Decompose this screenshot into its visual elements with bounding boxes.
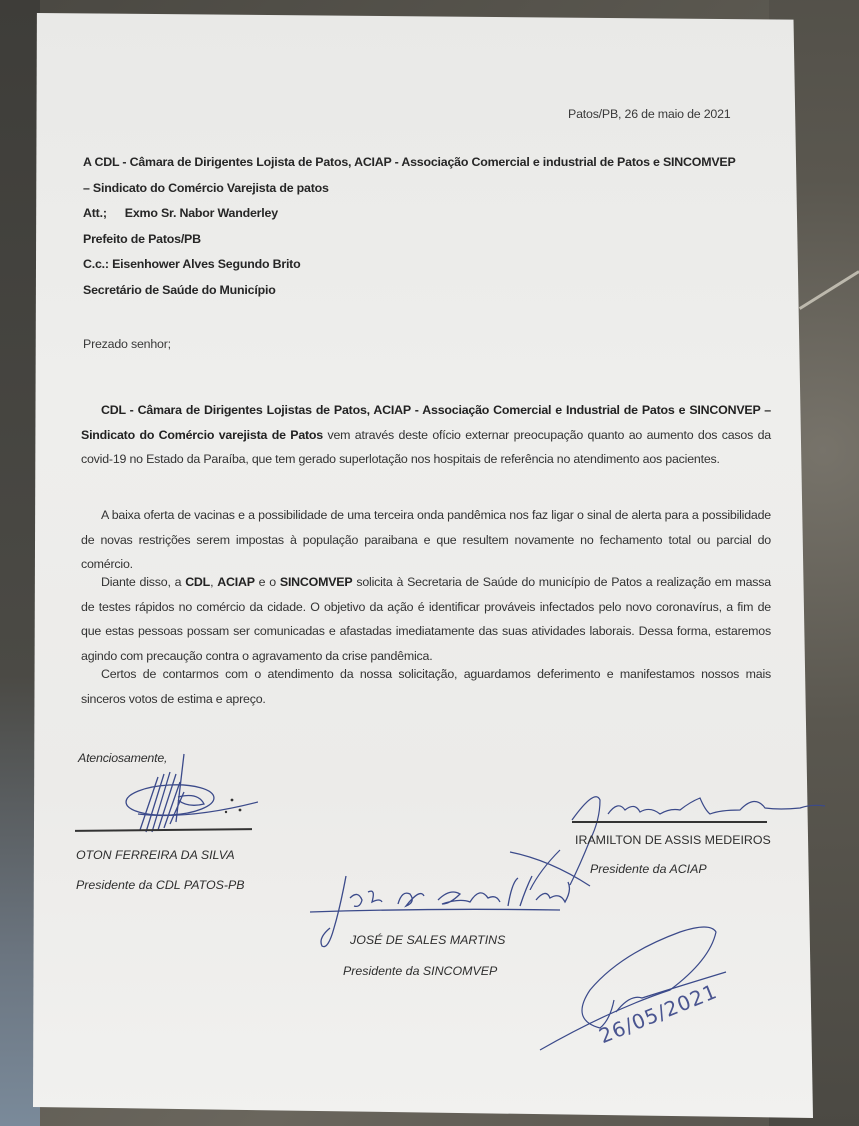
- paragraph-3-sincomvep: SINCOMVEP: [279, 575, 353, 589]
- cc-line: C.c.: Eisenhower Alves Segundo Brito: [83, 257, 301, 271]
- addressee-line-1: A CDL - Câmara de Dirigentes Lojista de Patos, ACIAP - Associação Comercial e industrial de Patos e SINCOMVEP: [83, 155, 736, 169]
- addressee-block: [83, 150, 736, 303]
- addressee-line-2: – Sindicato do Comércio Varejista de patos: [83, 180, 329, 195]
- signatory-3-name: JOSÉ DE SALES MARTINS: [350, 933, 506, 947]
- signatory-1-name: OTON FERREIRA DA SILVA: [76, 848, 235, 862]
- paragraph-3-text: solicita à Secretaria de Saúde do município de Patos a realização em massa de testes rápidos no comércio da cidade. O objetivo da ação é identificar prováveis infectados pelo novo coronavírus, a fim de que estas pessoas possam ser comunicadas e afastadas imediatamente das suas atividades laborais. Dessa forma, estaremos agindo com precaução contra o agravamento da crise pandêmica.: [81, 575, 771, 663]
- attention-label: Att.;: [83, 206, 107, 220]
- paragraph-3-lead: Diante disso, a: [101, 575, 186, 589]
- paragraph-4: Certos de contarmos com o atendimento da nossa solicitação, aguardamos deferimento e manifestamos nossos mais sinceros votos de estima e apreço.: [81, 667, 771, 706]
- signature-line-iramilton: [572, 821, 767, 823]
- paragraph-1: [81, 398, 771, 472]
- attention-title: Prefeito de Patos/PB: [83, 231, 201, 246]
- paragraph-3-sep: e o: [254, 575, 280, 589]
- paragraph-2: A baixa oferta de vacinas e a possibilidade de uma terceira onda pandêmica nos faz ligar o sinal de alerta para a possibilidade de novas restrições serem impostas à população paraibana e que resultem novamente no fechamento total ou parcial do comércio.: [81, 508, 771, 571]
- attention-line: [83, 201, 736, 227]
- attention-name: Exmo Sr. Nabor Wanderley: [124, 206, 278, 220]
- paragraph-1-entities: CDL - Câmara de Dirigentes Lojistas de Patos, ACIAP - Associação Comercial e Industrial de Patos e SINCONVEP – Sindicato do Comércio varejista de Patos: [81, 403, 771, 442]
- cc-title: Secretário de Saúde do Município: [83, 282, 276, 297]
- paragraph-3-aciap: ACIAP: [217, 575, 255, 589]
- handwritten-date: 26/05/2021: [595, 978, 721, 1049]
- signatory-1-role: Presidente da CDL PATOS-PB: [76, 878, 245, 892]
- salutation: Prezado senhor;: [83, 337, 171, 351]
- paragraph-3-cdl: CDL: [185, 575, 211, 589]
- place-date: Patos/PB, 26 de maio de 2021: [568, 107, 731, 121]
- signatory-2-name: IRAMILTON DE ASSIS MEDEIROS: [575, 833, 771, 847]
- closing: Atenciosamente,: [78, 751, 168, 765]
- paragraph-1-text: vem através deste ofício externar preocupação quanto ao aumento dos casos da covid-19 no Estado da Paraíba, que tem gerado superlotação nos hospitais de referência no atendimento aos pacientes.: [81, 427, 771, 466]
- paragraph-3: [81, 570, 771, 668]
- paragraph-3-sep: ,: [210, 575, 218, 589]
- signatory-2-role: Presidente da ACIAP: [590, 862, 707, 876]
- signatory-3-role: Presidente da SINCOMVEP: [343, 964, 498, 978]
